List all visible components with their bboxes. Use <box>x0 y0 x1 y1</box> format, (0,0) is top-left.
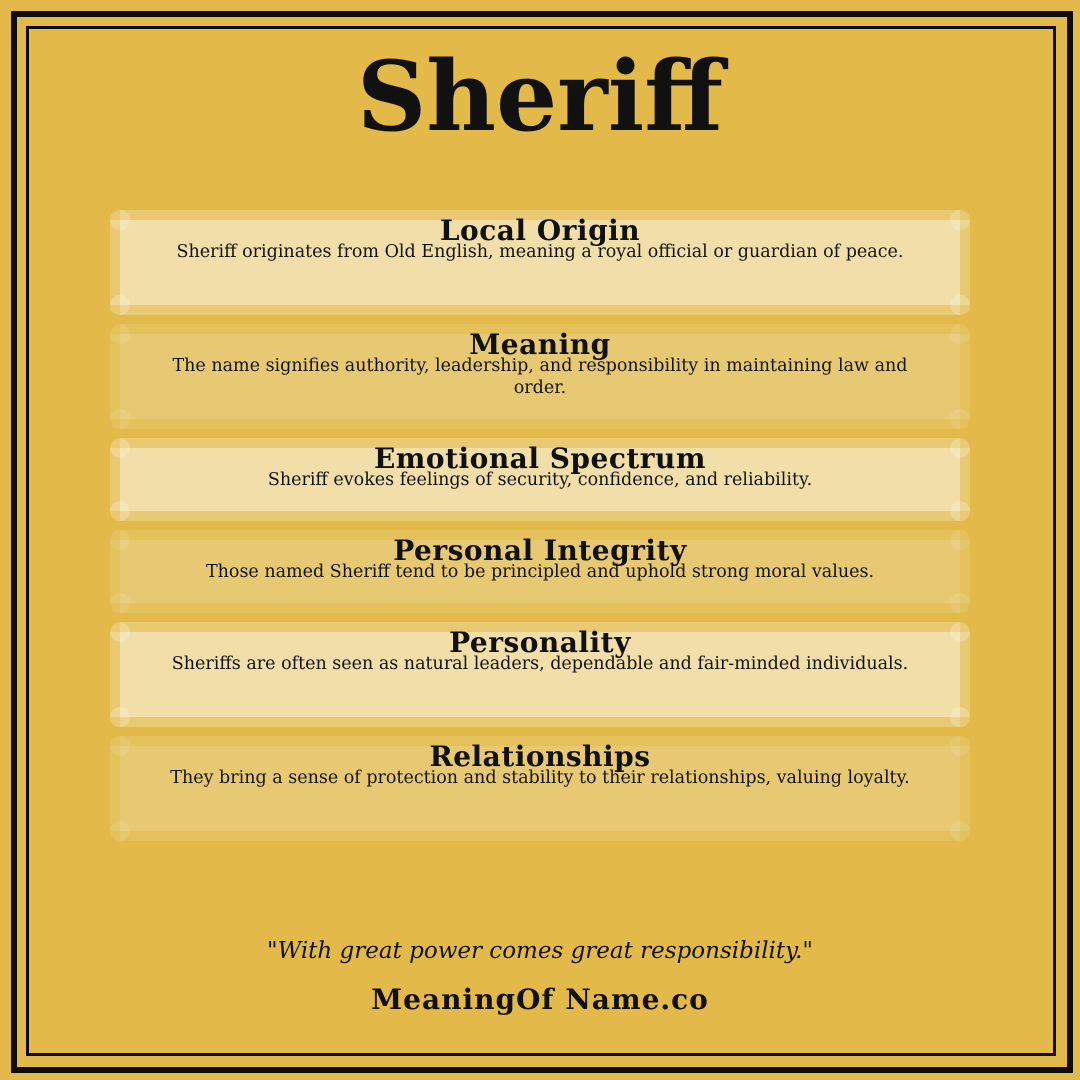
section-card <box>110 210 970 315</box>
quote: "With great power comes great responsibility." <box>267 938 813 964</box>
section-text: The name signifies authority, leadership, and responsibility in maintaining law and order. <box>172 356 908 398</box>
section-text: Sheriffs are often seen as natural leaders, dependable and fair-minded individuals. <box>171 654 909 674</box>
section-heading: Local Origin <box>439 214 641 247</box>
section-text: Sheriff originates from Old English, meaning a royal official or guardian of peace. <box>176 242 904 262</box>
page-title: Sheriff <box>356 40 724 153</box>
section-text: Those named Sheriff tend to be principled and uphold strong moral values. <box>205 562 875 582</box>
section-heading: Personality <box>449 626 631 659</box>
section-heading: Emotional Spectrum <box>373 442 707 475</box>
section-text: They bring a sense of protection and stability to their relationships, valuing loyalty. <box>170 768 910 788</box>
section-card <box>110 622 970 727</box>
site-name: MeaningOf Name.co <box>371 983 709 1016</box>
section-card <box>110 736 970 841</box>
section-heading: Relationships <box>429 740 651 773</box>
section-text: Sheriff evokes feelings of security, confidence, and reliability. <box>267 470 813 490</box>
section-heading: Meaning <box>469 328 611 361</box>
section-card <box>110 324 970 429</box>
section-card <box>110 530 970 613</box>
section-heading: Personal Integrity <box>393 534 687 567</box>
section-card <box>110 438 970 521</box>
